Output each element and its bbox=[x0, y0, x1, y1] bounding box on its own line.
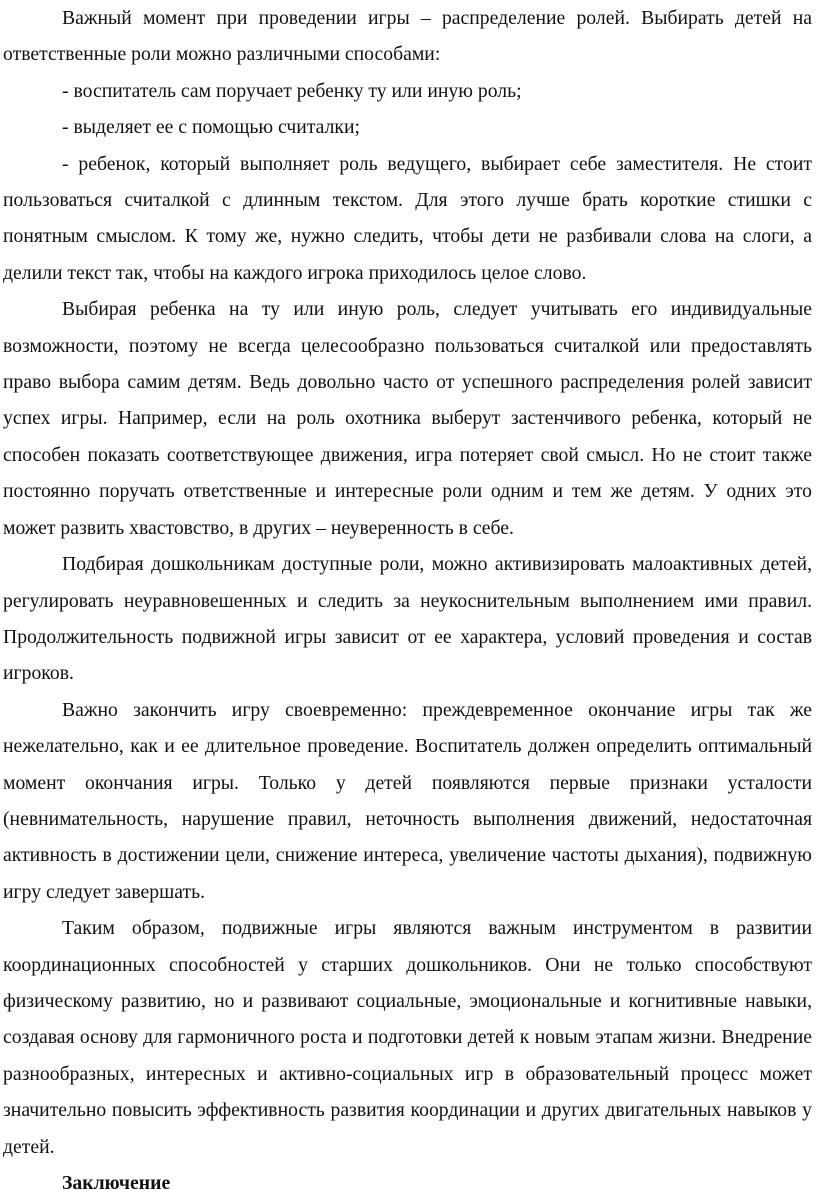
list-item-counting-rhyme: - выделяет ее с помощью считалки; bbox=[62, 116, 360, 139]
list-item-teacher-assigns: - воспитатель сам поручает ребенку ту или иную роль; bbox=[62, 79, 522, 102]
paragraph-role-distribution: Важный момент при проведении игры – распределение ролей. Выбирать детей на ответственные роли можно различными способами: bbox=[3, 7, 812, 66]
list-item-leader-chooses: - ребенок, который выполняет роль ведущего, выбирает себе заместителя. Не стоит пользоваться считалкой с длинным текстом. Для этого лучше брать короткие стишки с понятным смыслом. К тому же, нужно следить, чтобы дети не разбивали слова на слоги, а делили текст так, чтобы на каждого игрока приходилось целое слово. bbox=[3, 152, 812, 284]
section-heading-conclusion: Заключение bbox=[62, 1172, 171, 1194]
paragraph-summary: Таким образом, подвижные игры являются важным инструментом в развитии координационных способностей у старших дошкольников. Они не только способствуют физическому развитию, но и развивают социальные, эмоциональные и когнитивные навыки, создавая основу для гармоничного роста и подготовки детей к новым этапам жизни. Внедрение разнообразных, интересных и активно-социальных игр в образовательный процесс может значительно повысить эффективность развития координации и других двигательных навыков у детей. bbox=[3, 917, 812, 1158]
paragraph-ending-game: Важно закончить игру своевременно: преждевременное окончание игры так же нежелательно, как и ее длительное проведение. Воспитатель должен определить оптимальный момент окончания игры. Только у детей появляются первые признаки усталости (невнимательность, нарушение правил, неточность выполнения движений, недостаточная активность в достижении цели, снижение интереса, увеличение частоты дыхания), подвижную игру следует завершать. bbox=[3, 698, 812, 903]
paragraph-choosing-child: Выбирая ребенка на ту или иную роль, следует учитывать его индивидуальные возможности, поэтому не всегда целесообразно пользоваться считалкой или предоставлять право выбора самим детям. Ведь довольно часто от успешного распределения ролей зависит успех игры. Например, если на роль охотника выберут застенчивого ребенка, который не способен показать соответствующее движения, игра потеряет свой смысл. Но не стоит также постоянно поручать ответственные и интересные роли одним и тем же детям. У одних это может развить хвастовство, в других – неуверенность в себе. bbox=[3, 298, 812, 539]
paragraph-accessible-roles: Подбирая дошкольникам доступные роли, можно активизировать малоактивных детей, регулировать неуравновешенных и следить за неукоснительным выполнением ими правил. Продолжительность подвижной игры зависит от ее характера, условий проведения и состав игроков. bbox=[3, 553, 812, 685]
document-page bbox=[3, 0, 812, 1201]
